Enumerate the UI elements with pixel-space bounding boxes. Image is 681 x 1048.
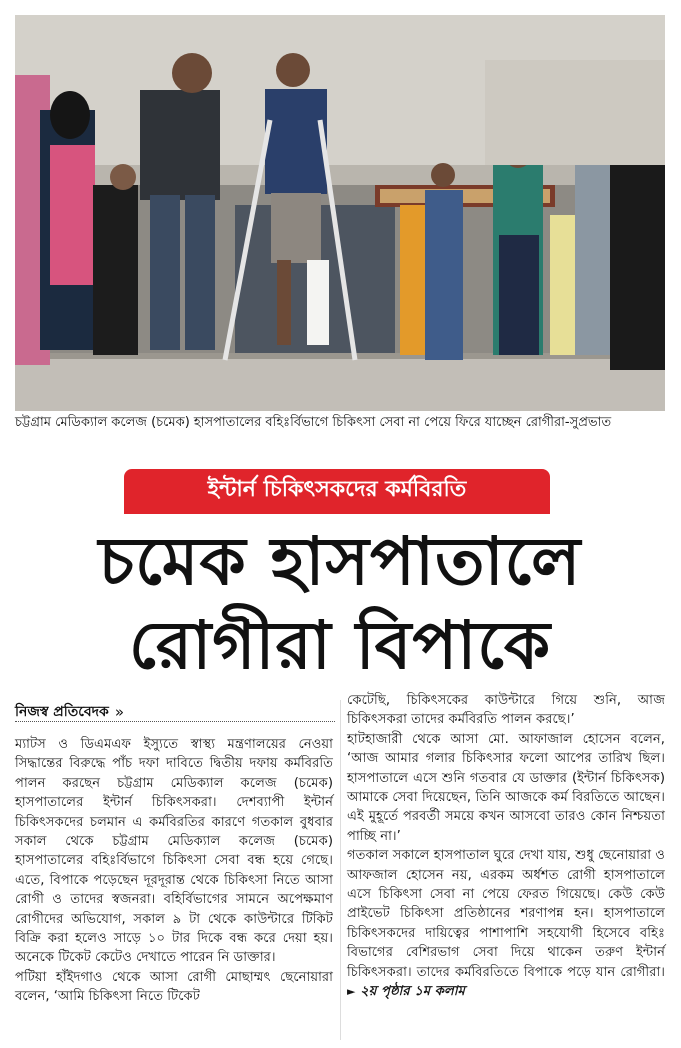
kicker-label: ইন্টার্ন চিকিৎসকদের কর্মবিরতি <box>124 469 550 512</box>
kicker-underline <box>124 512 550 514</box>
news-photo <box>15 15 665 411</box>
article-column-2 <box>347 691 665 1002</box>
headline <box>15 520 665 688</box>
column-divider <box>340 700 341 1040</box>
continued-on-link[interactable] <box>347 984 465 999</box>
hospital-outpatient-photo-icon <box>15 15 665 411</box>
play-triangle-icon: ► <box>347 985 356 999</box>
byline-text: নিজস্ব প্রতিবেদক <box>15 704 109 720</box>
byline-rule <box>15 721 335 722</box>
paragraph: পটিয়া হাঁইদগাও থেকে আসা রোগী মোছাম্মৎ ছেনোয়ারা বলেন, ‘আমি চিকিৎসা নিতে টিকেট <box>15 969 333 1005</box>
paragraph: কেটেছি, চিকিৎসকের কাউন্টারে গিয়ে শুনি, আজ চিকিৎসকরা তাদের কর্মবিরতি পালন করছে।’ <box>347 693 665 728</box>
byline-arrow-icon: » <box>114 703 124 721</box>
photo-caption: চট্টগ্রাম মেডিক্যাল কলেজ (চমেক) হাসপাতালের বহিঃর্বিভাগে চিকিৎসা সেবা না পেয়ে ফিরে যাচ্ছেন রোগীরা-সুপ্রভাত <box>15 415 612 430</box>
headline-line-1: চমেক হাসপাতালে <box>98 523 582 600</box>
paragraph: ম্যাটস ও ডিএমএফ ইস্যুতে স্বাস্থ্য মন্ত্রণালয়ের নেওয়া সিদ্ধান্তের বিরুদ্ধে পাঁচ দফা দাবিতে দ্বিতীয় দফায় কর্মবিরতি পালন করছেন চট্টগ্রাম মেডিক্যাল কলেজ (চমেক) হাসপাতালের ইন্টার্ন চিকিৎসকরা। দেশব্যাপী ইন্টার্ন চিকিৎসকদের চলমান এ কর্মবিরতির কারণে গতকাল বুধবার সকাল থেকে চট্টগ্রাম মেডিক্যাল কলেজ (চমেক) হাসপাতালের বহিঃর্বিভাগে চিকিৎসা সেবা বন্ধ হয়ে গেছে। এতে, বিপাকে পড়েছেন দূরদূরান্ত থেকে চিকিৎসা নিতে আসা রোগী ও তাদের স্বজনরা। বহির্বিভাগের সামনে অপেক্ষমাণ রোগীদের অভিযোগ, সকাল ৯ টা থেকে কাউন্টারে টিকিট বিক্রি করা হলেও সাড়ে ১০ টার দিকে বন্ধ করে দেয়া হয়। অনেকে টিকেট কেটেও দেখাতে পারেন নি ডাক্তার। <box>15 737 333 966</box>
continued-on-text: ২য় পৃষ্ঠার ১ম কলাম <box>360 984 465 1000</box>
article-column-1 <box>15 735 333 1007</box>
headline-line-2: রোগীরা বিপাকে <box>128 607 552 684</box>
paragraph-text: গতকাল সকালে হাসপাতাল ঘুরে দেখা যায়, শুধু ছেনোয়ারা ও আফজাল হোসেন নয়, এরকম অর্ধশত রোগী হাসপাতালে এসে চিকিৎসা সেবা না পেয়ে ফেরত গিয়েছে। কেউ কেউ প্রাইভেট চিকিৎসা প্রতিষ্ঠানের শরণাপন্ন হন। হাসপাতালে চিকিৎসকদের দায়িত্বের পাশাপাশি সহযোগী হিসেবে বহিঃ বিভাগের বেশিরভাগ সেবা দিয়ে থাকেন তরুণ ইন্টার্ন চিকিৎসকরা। তাদের কর্মবিরতিতে বিপাকে পড়ে যান রোগীরা। <box>347 848 665 980</box>
paragraph: হাটহাজারী থেকে আসা মো. আফাজাল হোসেন বলেন, ‘আজ আমার গলার চিকিৎসার ফলো আপের তারিখ ছিল। হাসপাতালে এসে শুনি গতবার যে ডাক্তার (ইন্টার্ন চিকিৎসক) আমাকে সেবা দিয়েছেন, তিনি আজকে কর্ম বিরতিতে আছেন। এই মুহূর্তে পরবর্তী সময়ে কখন আসবো তারও কোন নিশ্চয়তা পাচ্ছি না।’ <box>347 731 665 844</box>
paragraph <box>347 846 665 1001</box>
